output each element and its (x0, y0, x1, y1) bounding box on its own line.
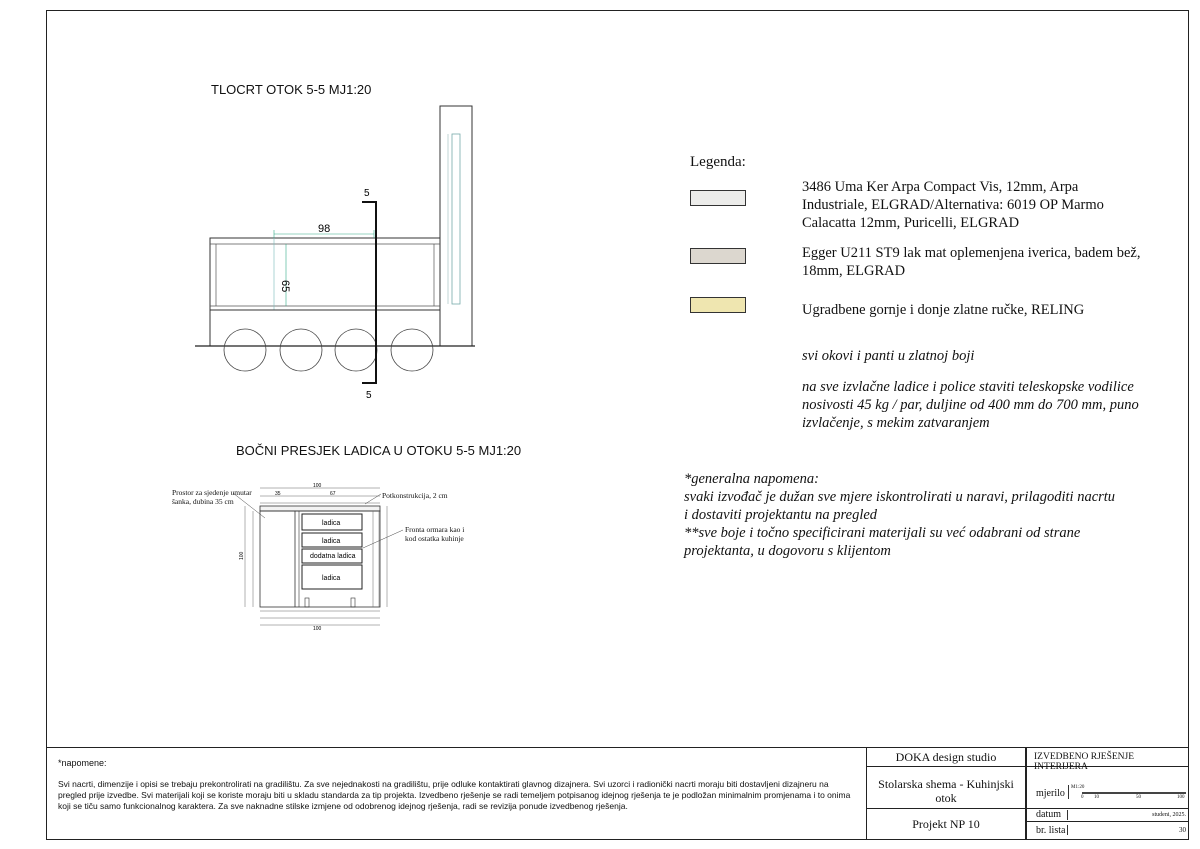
plan-stool (391, 329, 433, 371)
label-seat-space: Prostor za sjedenje umutar šanka, dubina 35 cm (172, 488, 252, 506)
legend-item-3: Ugradbene gornje i donje zlatne ručke, RELING (802, 302, 1085, 318)
sheet-number-label: br. lista (1036, 825, 1066, 836)
notes-title: *napomene: (58, 758, 107, 768)
legend-note-fittings: svi okovi i panti u zlatnoj boji (802, 348, 975, 364)
legend-note-slides: na sve izvlačne ladice i police staviti teleskopske vodilice nosivosti 45 kg / par, duljine od 400 mm do 700 mm, puno izvlačenje, s mekim zatvaranjem (802, 379, 1139, 431)
label-substructure: Potkonstrukcija, 2 cm (382, 491, 448, 500)
general-note-line5: projektanta, u dogovoru s klijentom (684, 543, 891, 559)
legend-swatch-1 (690, 190, 746, 206)
plan-stool (335, 329, 377, 371)
scale-label: mjerilo (1036, 788, 1065, 799)
notes-body: Svi nacrti, dimenzije i opisi se trebaju prekontrolirati na gradilištu. Za sve nejednakosti na gradilištu, prije odluke kontaktirati glavnog dizajnera. Svi uzorci i radionički nacrti moraju biti dostavljeni dizajneru na pregled prije izvedbe. Svi materijali koji se koriste moraju biti u skladu standarda za tip projekta. Izvedbeno rješenje se radi temeljem potpisanog idejnog rješenja te je podložan minimalnim promjenama i to onima koji se tiču samo funkcionalnog karaktera. Za sve naknadne stilske izmjene od odobrenog idejnog rješenja, radi se revizija ponude izvedbenog rješenja. (58, 779, 851, 811)
sheet-number-value: 30 (1179, 826, 1186, 834)
project-name: Projekt NP 10 (912, 817, 980, 831)
general-note-line2: svaki izvođač je dužan sve mjere iskontrolirati u naravi, prilagoditi nacrtu (684, 489, 1116, 505)
legend-swatch-3 (690, 297, 746, 313)
svg-text:100: 100 (239, 551, 245, 560)
svg-text:ladica: ladica (322, 538, 341, 545)
plan-stool (280, 329, 322, 371)
svg-text:ladica: ladica (322, 520, 341, 527)
scale-bar: M1:20 0 10 50 100 (1068, 783, 1186, 803)
plan-base (210, 310, 440, 346)
general-note-line3: i dostaviti projektantu na pregled (684, 507, 878, 523)
svg-text:dodatna ladica: dodatna ladica (310, 553, 356, 560)
plan-title: TLOCRT OTOK 5-5 MJ1:20 (211, 82, 372, 97)
general-note-line4: **sve boje i točno specificirani materijali su već odabrani od strane (684, 525, 1081, 541)
svg-text:100: 100 (313, 626, 322, 632)
label-front: Fronta ormara kao i kod ostatka kuhinje (405, 525, 465, 543)
plan-tall-handle (452, 134, 460, 304)
svg-text:100: 100 (313, 483, 322, 489)
plan-stool (224, 329, 266, 371)
legend-swatch-2 (690, 248, 746, 264)
plan-tall-cabinet (440, 106, 472, 346)
plan-counter (210, 238, 440, 310)
plan-dim-depth: 65 (279, 280, 291, 293)
date-value: studeni, 2025. (1152, 812, 1186, 818)
legend-item-1: 3486 Uma Ker Arpa Compact Vis, 12mm, Arpa Industriale, ELGRAD/Alternativa: 6019 OP Marmo Calacatta 12mm, Puricelli, ELGRAD (802, 179, 1104, 231)
general-note (684, 470, 1164, 560)
section-line (362, 202, 376, 383)
plan-dim-width: 98 (318, 223, 331, 235)
svg-text:67: 67 (330, 491, 336, 497)
section-title: BOČNI PRESJEK LADICA U OTOKU 5-5 MJ1:20 (236, 443, 522, 458)
legend-item-2: Egger U211 ST9 lak mat oplemenjena iverica, badem bež, 18mm, ELGRAD (802, 245, 1141, 279)
plan-drawing (190, 100, 490, 410)
date-label: datum (1036, 809, 1061, 820)
section-mark-bottom: 5 (366, 390, 372, 401)
svg-text:35: 35 (275, 491, 281, 497)
sheet-title: Stolarska shema - Kuhinjski otok (878, 777, 1014, 805)
section-mark-top: 5 (364, 188, 370, 199)
project-phase: IZVEDBENO RJEŠENJE INTERIJERA (1034, 752, 1135, 772)
section-countertop (260, 506, 380, 511)
svg-text:ladica: ladica (322, 575, 341, 582)
studio-name: DOKA design studio (895, 750, 997, 764)
general-note-line1: *generalna napomena: (684, 471, 819, 487)
legend-title: Legenda: (690, 154, 746, 170)
